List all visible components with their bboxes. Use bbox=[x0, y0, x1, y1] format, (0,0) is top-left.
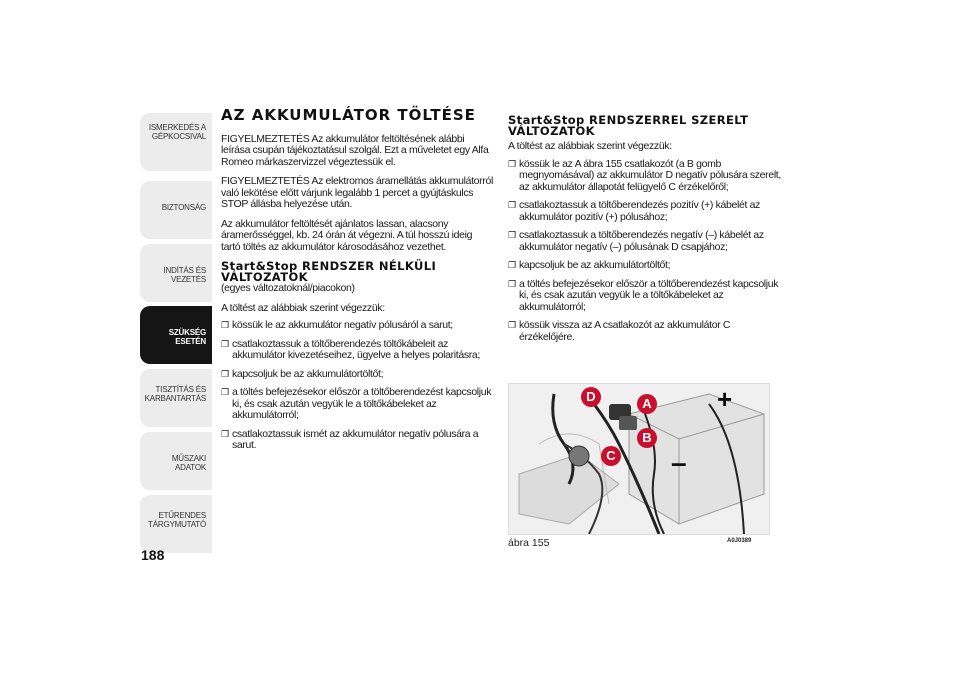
callout-label-a: A bbox=[637, 394, 657, 414]
list-item-text: kössük le az A ábra 155 csatlakozót (a B gomb megnyomásával) az akkumulátor D negatív pólusára szerelt, az akkumulátor állapotát felügyelő C érzékelőről; bbox=[519, 157, 781, 193]
tab-label-line: INDÍTÁS ÉS VEZETÉS bbox=[163, 266, 206, 284]
tab-targymutato[interactable] bbox=[140, 495, 212, 553]
heading-line: Start&Stop RENDSZER NÉLKÜLI bbox=[221, 259, 437, 273]
procedure-intro: A töltést az alábbiak szerint végezzük: bbox=[508, 140, 672, 152]
list-item-text: kössük vissza az A csatlakozót az akkumulátor C érzékelőjére. bbox=[519, 319, 731, 343]
tab-inditas[interactable] bbox=[140, 244, 212, 302]
checkbox-bullet-icon: ❐ bbox=[221, 387, 229, 397]
tab-tisztitas[interactable] bbox=[140, 369, 212, 427]
tab-label-line: TÁRGYMUTATÓ bbox=[148, 520, 206, 529]
page-number: 188 bbox=[141, 547, 165, 563]
checkbox-bullet-icon: ❐ bbox=[508, 158, 516, 169]
plus-sign: + bbox=[717, 384, 733, 414]
list-item-text: csatlakoztassuk a töltőberendezés töltőkábeleit az akkumulátor kivezetéseihez, ügyelve a helyes polaritásra; bbox=[232, 337, 480, 361]
battery-figure bbox=[508, 383, 770, 535]
tab-biztonsag[interactable] bbox=[140, 181, 212, 239]
list-item bbox=[221, 369, 493, 381]
list-item bbox=[508, 230, 788, 253]
checkbox-bullet-icon: ❐ bbox=[221, 320, 229, 330]
tab-label-line: MŰSZAKI ADATOK bbox=[171, 454, 206, 472]
list-item bbox=[221, 320, 493, 332]
checkbox-bullet-icon: ❐ bbox=[508, 320, 516, 330]
list-item bbox=[221, 339, 493, 362]
tab-szukseg-eseten[interactable] bbox=[140, 306, 212, 364]
warning-paragraph: FIGYELMEZTETÉS Az elektromos áramellátás akkumulátorról való lekötése előtt várjunk legalább 1 percet a gyújtáskulcs STOP állásba helyezése után. bbox=[221, 175, 493, 210]
checkbox-bullet-icon: ❐ bbox=[221, 428, 229, 439]
figure-caption: ábra 155 bbox=[508, 537, 550, 549]
figure-code: A0J0389 bbox=[727, 538, 752, 544]
callout-label-b: B bbox=[637, 428, 657, 448]
list-item-text: csatlakoztassuk ismét az akkumulátor negatív pólusára a sarut. bbox=[232, 427, 479, 451]
callout-label-c: C bbox=[601, 446, 621, 466]
list-item-text: a töltés befejezésekor először a töltőberendezést kapcsoljuk ki, és csak azután vegyük le a töltőkábeleket az akkumulátorról; bbox=[232, 386, 492, 421]
subsection-note: (egyes változatoknál/piacokon) bbox=[221, 282, 355, 294]
callout-label-d: D bbox=[581, 387, 601, 407]
list-item-text: kapcsoljuk be az akkumulátortöltőt; bbox=[232, 367, 384, 380]
list-item bbox=[508, 200, 788, 223]
subsection-heading bbox=[221, 261, 493, 283]
heading-line: VÁLTOZATOK bbox=[221, 270, 308, 284]
checkbox-bullet-icon: ❐ bbox=[508, 278, 516, 289]
tab-label-line: ETŰRENDES bbox=[158, 511, 206, 520]
heading-line: Start&Stop RENDSZERREL SZERELT bbox=[508, 113, 749, 127]
checkbox-bullet-icon: ❐ bbox=[508, 260, 516, 270]
list-item-text: csatlakoztassuk a töltőberendezés negatív (–) kábelét az akkumulátor negatív (–) pólusának D csapjához; bbox=[519, 229, 764, 253]
list-item bbox=[508, 260, 788, 272]
list-item bbox=[508, 279, 788, 314]
subsection-heading bbox=[508, 115, 788, 137]
heading-line: VÁLTOZATOK bbox=[508, 124, 595, 138]
list-item-text: kapcsoljuk be az akkumulátortöltőt; bbox=[519, 259, 671, 271]
list-item bbox=[221, 387, 493, 422]
left-column bbox=[221, 106, 493, 459]
checkbox-bullet-icon: ❐ bbox=[221, 338, 229, 349]
warning-paragraph: FIGYELMEZTETÉS Az akkumulátor feltöltésének alábbi leírása csupán tájékoztatásul szolgál. Ezt a műveletet egy Alfa Romeo márkaszervizzel végeztessük el. bbox=[221, 132, 489, 168]
checkbox-bullet-icon: ❐ bbox=[508, 230, 516, 240]
procedure-intro: A töltést az alábbiak szerint végezzük: bbox=[221, 301, 385, 314]
tab-label-line: KARBANTARTÁS bbox=[144, 394, 206, 403]
tab-label-line: ISMERKEDÉS A bbox=[148, 123, 206, 132]
list-item-text: csatlakoztassuk a töltőberendezés pozitív (+) kábelét az akkumulátor pozitív (+) pólusához; bbox=[519, 199, 760, 223]
list-item bbox=[221, 429, 493, 452]
tab-label-line: TISZTÍTÁS ÉS bbox=[155, 385, 206, 394]
minus-sign: – bbox=[671, 447, 687, 478]
checkbox-bullet-icon: ❐ bbox=[508, 200, 516, 210]
list-item-text: kössük le az akkumulátor negatív pólusáról a sarut; bbox=[232, 319, 453, 331]
tab-label-line: GÉPKOCSIVAL bbox=[151, 132, 206, 141]
list-item bbox=[508, 320, 788, 343]
body-paragraph: Az akkumulátor feltöltését ajánlatos lassan, alacsony áramerősséggel, kb. 24 órán át végezni. A túl hosszú ideig tartó töltés az akkumulátor károsodásához vezethet. bbox=[221, 217, 473, 253]
section-title: AZ AKKUMULÁTOR TÖLTÉSE bbox=[221, 106, 476, 124]
procedure-list bbox=[221, 320, 493, 452]
procedure-list bbox=[508, 159, 788, 344]
right-column bbox=[508, 115, 788, 350]
tab-label-line: SZÜKSÉG ESETÉN bbox=[168, 328, 206, 346]
list-item-text: a töltés befejezésekor először a töltőberendezést kapcsoljuk ki, és csak azután vegyük le a töltőkábeleket az akkumulátorról; bbox=[519, 277, 779, 313]
tab-ismerkedes[interactable] bbox=[140, 113, 212, 171]
checkbox-bullet-icon: ❐ bbox=[221, 368, 229, 379]
tab-label-line: BIZTONSÁG bbox=[161, 203, 206, 212]
tab-muszaki-adatok[interactable] bbox=[140, 432, 212, 490]
list-item bbox=[508, 159, 788, 194]
